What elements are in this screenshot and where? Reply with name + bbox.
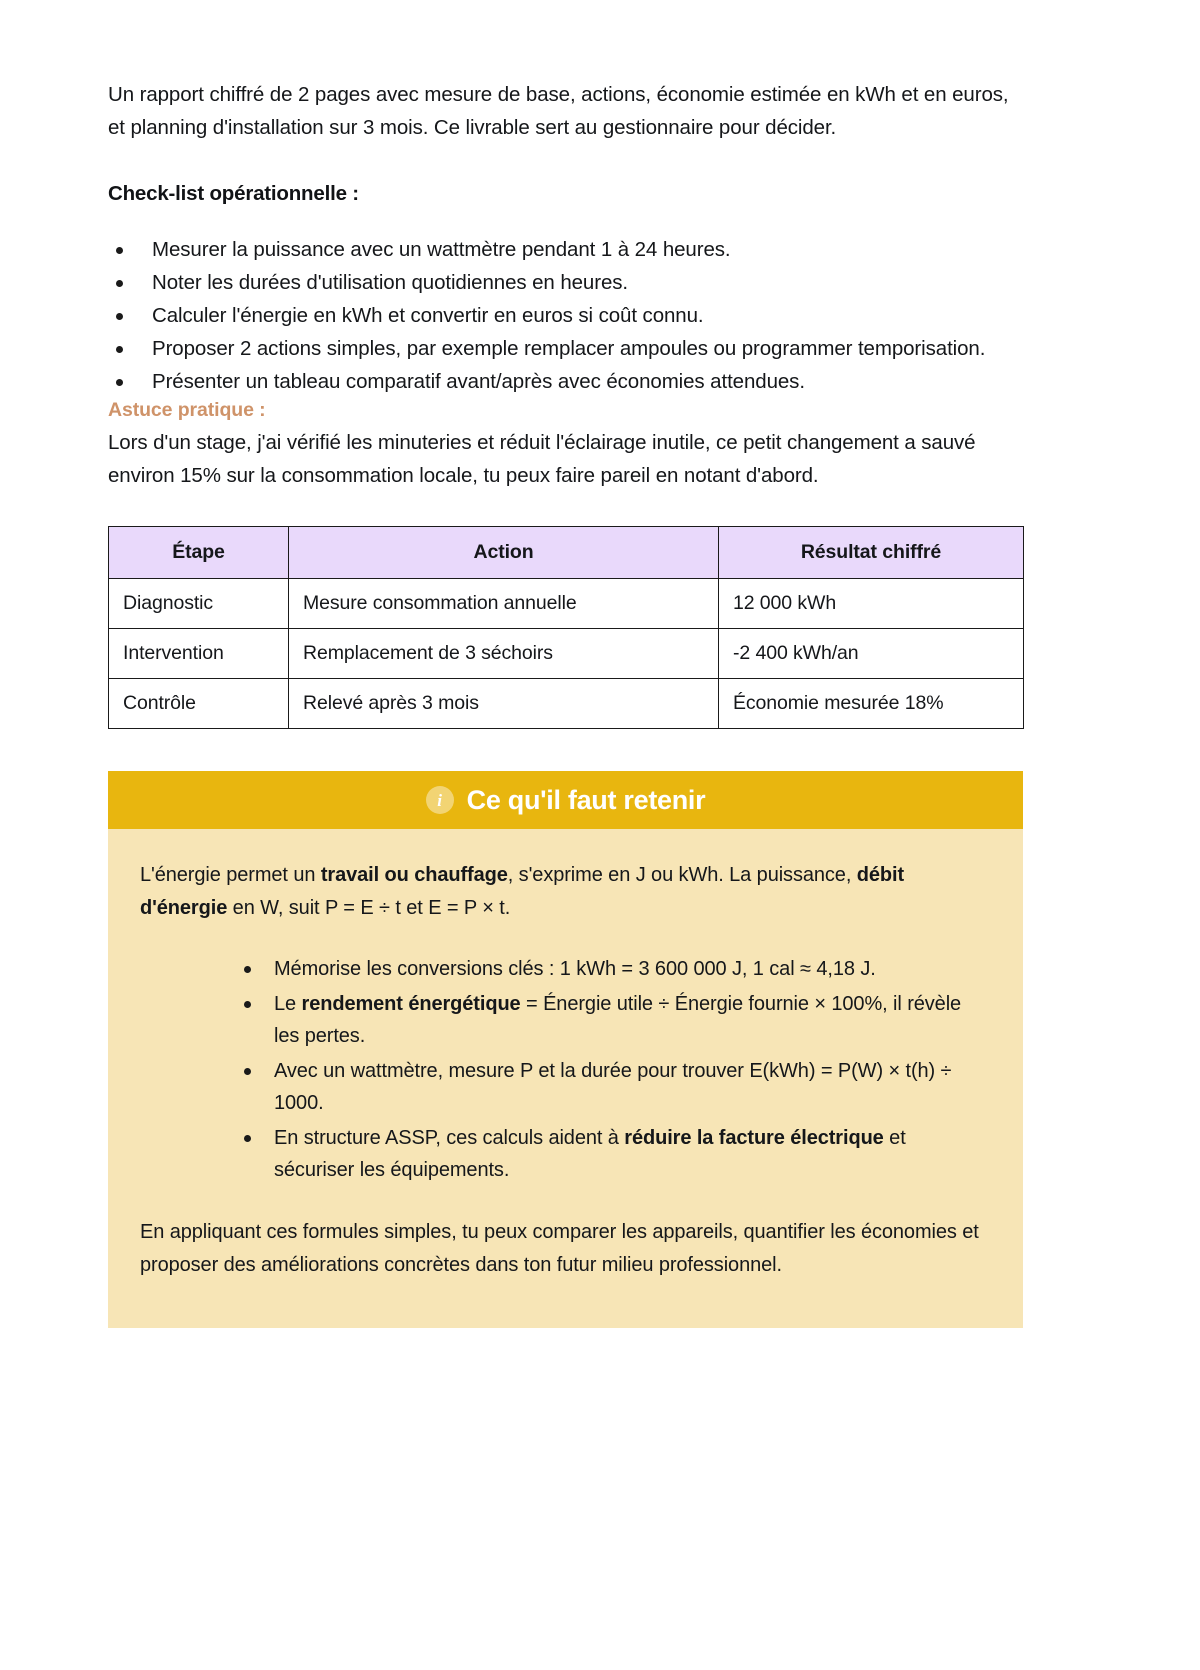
callout-intro-bold-1: travail ou chauffage (320, 864, 508, 886)
intro-paragraph: Un rapport chiffré de 2 pages avec mesure de base, actions, économie estimée en kWh et en euros, et planning d'installation sur 3 mois. Ce livrable sert au gestionnaire pour décider. (108, 83, 1009, 139)
table-cell-action: Relevé après 3 mois (289, 679, 719, 729)
info-icon: i (426, 786, 454, 814)
list-item: Proposer 2 actions simples, par exemple remplacer ampoules ou programmer temporisation. (108, 333, 1092, 364)
bullet-text-a: En structure ASSP, ces calculs aident à (274, 1127, 625, 1149)
table-header-etape: Étape (109, 527, 289, 579)
table-cell-etape: Diagnostic (109, 579, 289, 629)
callout-title: Ce qu'il faut retenir (466, 784, 706, 815)
bullet-text-c: = Énergie utile ÷ Énergie fournie × 100%, il révèle les pertes. (274, 993, 962, 1047)
table-row (109, 629, 1024, 679)
list-item (236, 988, 991, 1052)
callout-intro-d: en W, suit P = E ÷ t et E = P × t. (227, 897, 511, 919)
bullet-text-c: et sécuriser les équipements. (274, 1127, 906, 1181)
checklist-heading: Check-list opérationnelle : (108, 182, 359, 205)
astuce-label: Astuce pratique : (108, 399, 266, 421)
table-header-row (109, 527, 1024, 579)
list-item (236, 1055, 991, 1119)
list-item: Présenter un tableau comparatif avant/après avec économies attendues. (108, 366, 1092, 397)
table-row (109, 679, 1024, 729)
table-cell-action: Remplacement de 3 séchoirs (289, 629, 719, 679)
callout-header (108, 771, 1023, 829)
callout-bullet-list (236, 953, 991, 1186)
results-table (108, 526, 1024, 729)
table-cell-resultat: 12 000 kWh (719, 579, 1024, 629)
bullet-text-a: Le (274, 993, 302, 1015)
bullet-text-a: Avec un wattmètre, mesure P et la durée pour trouver E(kWh) = P(W) × t(h) ÷ 1000. (274, 1060, 952, 1114)
callout-closing-paragraph: En appliquant ces formules simples, tu peux comparer les appareils, quantifier les économies et proposer des améliorations concrètes dans ton futur milieu professionnel. (140, 1221, 979, 1276)
table-row (109, 579, 1024, 629)
list-item: Calculer l'énergie en kWh et convertir en euros si coût connu. (108, 300, 1092, 331)
callout-intro-paragraph (140, 859, 991, 925)
callout-intro-c: , s'exprime en J ou kWh. La puissance, (507, 864, 857, 886)
bullet-text-b: rendement énergétique (301, 993, 521, 1015)
table-header-resultat: Résultat chiffré (719, 527, 1024, 579)
table-cell-resultat: -2 400 kWh/an (719, 629, 1024, 679)
table-header-action: Action (289, 527, 719, 579)
list-item (236, 1122, 991, 1186)
table-cell-etape: Contrôle (109, 679, 289, 729)
key-takeaway-callout (108, 771, 1023, 1328)
callout-intro-a: L'énergie permet un (140, 864, 321, 886)
bullet-text-a: Mémorise les conversions clés : 1 kWh = 3 600 000 J, 1 cal ≈ 4,18 J. (274, 958, 876, 980)
list-item: Mesurer la puissance avec un wattmètre pendant 1 à 24 heures. (108, 234, 1092, 265)
table-cell-etape: Intervention (109, 629, 289, 679)
table-cell-action: Mesure consommation annuelle (289, 579, 719, 629)
callout-intro-bold-2: débit d'énergie (140, 864, 905, 919)
bullet-text-b: réduire la facture électrique (624, 1127, 884, 1149)
list-item (236, 953, 991, 985)
list-item: Noter les durées d'utilisation quotidiennes en heures. (108, 267, 1092, 298)
table-cell-resultat: Économie mesurée 18% (719, 679, 1024, 729)
checklist-list (108, 234, 1092, 397)
callout-body (108, 829, 1023, 1328)
astuce-paragraph: Lors d'un stage, j'ai vérifié les minuteries et réduit l'éclairage inutile, ce petit changement a sauvé environ 15% sur la consommation locale, tu peux faire pareil en notant d'abord. (108, 431, 976, 487)
